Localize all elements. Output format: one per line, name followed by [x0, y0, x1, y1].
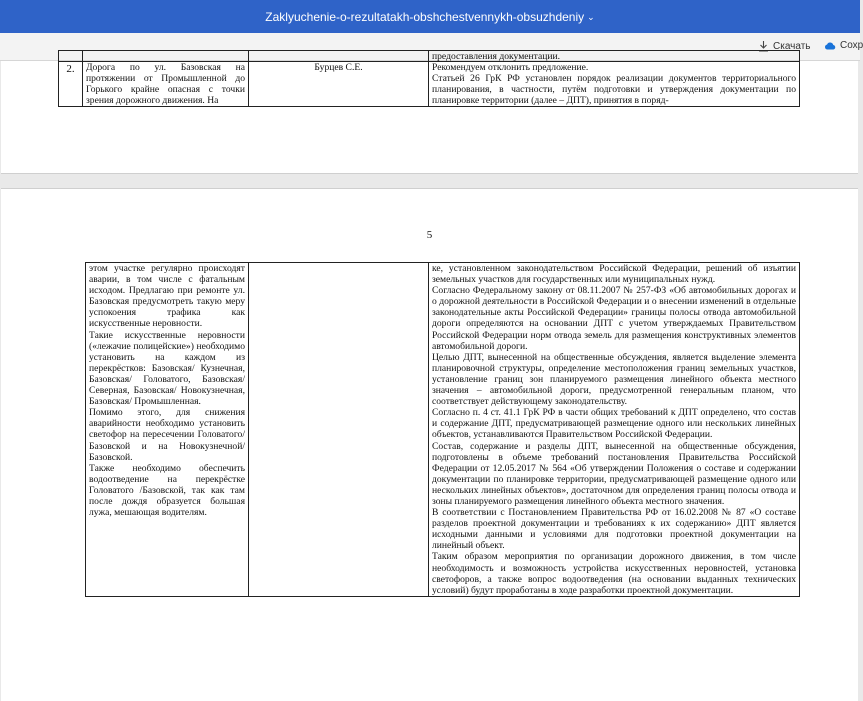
- table-row: [59, 62, 800, 107]
- cut-off-text: предоставления документации.: [432, 51, 561, 62]
- paragraph: Состав, содержание и разделы ДПТ, вынесенной на общественные обсуждения, подготовлены в объеме требований постановления Правительства Российской Федерации от 12.05.2017 № 564 «Об утверждении Положения о составе и содержании документации по планировке территории, предусматривающей размещение одного или нескольких линейных объектов», достаточном для определения границ полосы отвода и зоны планируемого размещения линейного объекта местного значения.: [432, 440, 796, 507]
- paragraph: В соответствии с Постановлением Правительства РФ от 16.02.2008 № 87 «О составе разделов проектной документации и требованиях к их содержанию» ДПТ является исходными данными и условиями для подготовки проектной документации на линейный объект.: [432, 507, 796, 552]
- save-label: Сохр: [840, 40, 863, 51]
- page-number: 5: [426, 229, 433, 241]
- response-title: Рекомендуем отклонить предложение.: [432, 62, 589, 73]
- paragraph: Целью ДПТ, вынесенной на общественные обсуждения, является выделение элемента планировочной структуры, определение местоположения границ земельных участков, установление границ зон планируемого размещения линейного объекта местного значения – автомобильной дороги, предусмотренной генеральным планом, что соответствует действующему законодательству.: [432, 351, 796, 408]
- response-cell: [429, 62, 800, 107]
- document-title[interactable]: Zaklyuchenie-o-rezultatakh-obshchestvennykh-obsuzhdeniy: [265, 9, 585, 24]
- table-row: [59, 51, 800, 62]
- paragraph: этом участке регулярно происходят аварии, в том числе с фатальным исходом. Предлагаю при ремонте ул. Базовская предусмотреть такую меру успокоения трафика как искусственные неровности.: [89, 263, 245, 330]
- paragraph: Такие искусственные неровности («лежачие полицейские») необходимо установить на каждом из перекрёстков: Базовская/ Кузнечная, Базовская/ Головатого, Базовская/ Северная, Базовская/ Новокузнечная, Базовская/ Промышленная.: [89, 329, 245, 408]
- results-table: [58, 50, 800, 107]
- table-cell: [429, 51, 800, 62]
- document-page-4: [1, 51, 858, 174]
- results-table-continued: [85, 262, 800, 597]
- table-row: [86, 263, 800, 597]
- paragraph: Также необходимо обеспечить водоотведение на перекрёстке Головатого /Базовской, так как там после дождя образуется большая лужа, мешающая водителям.: [89, 462, 245, 519]
- paragraph: Помимо этого, для снижения аварийности необходимо установить светофор на пересечении Головатого/ Базовской и на Новокузнечной/ Базовской.: [89, 407, 245, 463]
- row-number: 2.: [59, 62, 83, 107]
- title-bar: [0, 0, 860, 33]
- response-cell: [429, 263, 800, 597]
- download-label: Скачать: [773, 40, 811, 52]
- author-cell: Бурцев С.Е.: [249, 62, 429, 107]
- proposal-cell: Дорога по ул. Базовская на протяжении от Промышленной до Горького крайне опасная с точки зрения дорожного движения. На: [83, 62, 249, 107]
- paragraph: Согласно Федеральному закону от 08.11.2007 № 257-ФЗ «Об автомобильных дорогах и о дорожной деятельности в Российской Федерации и о внесении изменений в отдельные законодательные акты Российской Федерации» границы полосы отвода автомобильной дороги определяются на основании ДПТ с учетом утверждаемых Правительством Российской Федерации норм отвода земель для размещения конструктивных элементов автомобильной дороги.: [432, 285, 796, 352]
- response-text: Статьей 26 ГрК РФ установлен порядок реализации документов территориального планирования, в частности, путём подготовки и утверждения документации по планировке территории (далее – ДПТ), принятия в поряд-: [432, 73, 796, 107]
- document-page-5: [1, 188, 858, 701]
- cloud-icon: [824, 41, 836, 50]
- save-to-cloud-button[interactable]: [824, 40, 863, 51]
- proposal-cell: [86, 263, 249, 597]
- paragraph: ке, установленном законодательством Российской Федерации, решений об изъятии земельных участков для государственных или муниципальных нужд.: [432, 263, 796, 286]
- chevron-down-icon[interactable]: ⌄: [587, 11, 595, 22]
- paragraph: Согласно п. 4 ст. 41.1 ГрК РФ в части общих требований к ДПТ определено, что состав и содержание ДПТ, предусматривающей размещение одного или нескольких линейных объектов, устанавливаются Правительством Российской Федерации.: [432, 407, 796, 441]
- author-cell: [249, 263, 429, 597]
- paragraph: Таким образом мероприятия по организации дорожного движения, в том числе необходимость и возможность устройства искусственных неровностей, установка светофоров, а также вопрос водоотведения (на основании выданных технических условий) будут проработаны в ходе разработки проектной документации.: [432, 551, 796, 596]
